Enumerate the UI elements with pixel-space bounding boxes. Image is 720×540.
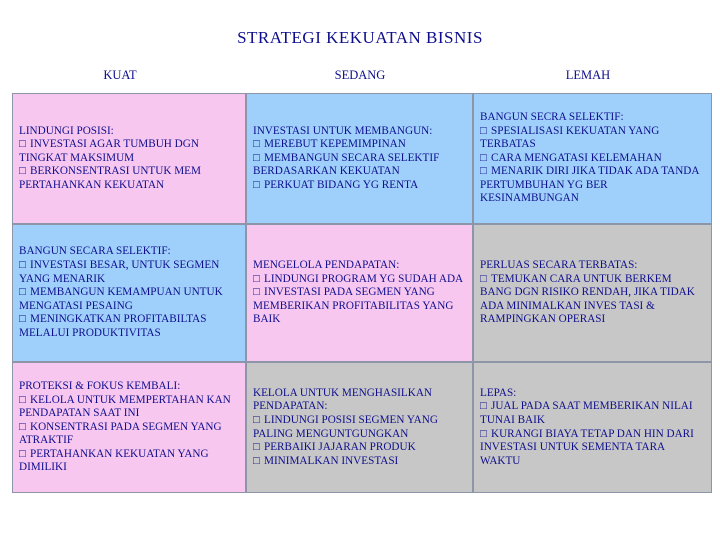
bullet-item: [19, 165, 239, 192]
cell-strong-weak: [473, 93, 712, 224]
bullet-item: [19, 138, 239, 165]
square-bullet-icon: □: [253, 138, 260, 151]
bullet-text: MEMBANGUN KEMAMPUAN UNTUK MENGATASI PESAING: [19, 286, 223, 312]
cell-heading: LEPAS:: [480, 386, 517, 399]
cell-weak-weak: [473, 362, 712, 493]
cell-items: [19, 138, 239, 192]
square-bullet-icon: □: [19, 447, 26, 460]
square-bullet-icon: □: [253, 151, 260, 164]
bullet-item: [253, 455, 466, 469]
cell-items: [19, 259, 239, 341]
cell-medium-weak: [473, 224, 712, 362]
column-header-kuat: KUAT: [103, 68, 137, 82]
strategy-matrix: [12, 93, 712, 493]
bullet-text: INVESTASI AGAR TUMBUH DGN TINGKAT MAKSIMUM: [19, 138, 199, 164]
bullet-text: PERKUAT BIDANG YG RENTA: [264, 178, 419, 191]
cell-heading: BANGUN SECRA SELEKTIF:: [480, 110, 624, 123]
square-bullet-icon: □: [480, 165, 487, 178]
bullet-text: BERKONSENTRASI UNTUK MEM PERTAHANKAN KEKUATAN: [19, 165, 201, 191]
bullet-text: INVESTASI PADA SEGMEN YANG MEMBERIKAN PROFITABILITAS YANG BAIK: [253, 286, 454, 326]
cell-items: [480, 125, 705, 207]
square-bullet-icon: □: [480, 427, 487, 440]
square-bullet-icon: □: [19, 259, 26, 272]
cell-heading: LINDUNGI POSISI:: [19, 124, 114, 137]
bullet-text: KURANGI BIAYA TETAP DAN HIN DARI INVESTASI UNTUK SEMENTA TARA WAKTU: [480, 427, 694, 467]
square-bullet-icon: □: [19, 286, 26, 299]
bullet-item: [480, 400, 705, 427]
cell-items: [253, 414, 466, 468]
page-title: STRATEGI KEKUATAN BISNIS: [237, 28, 483, 47]
bullet-text: LINDUNGI PROGRAM YG SUDAH ADA: [264, 272, 464, 285]
cell-heading: KELOLA UNTUK MENGHASILKAN PENDAPATAN:: [253, 386, 432, 413]
bullet-item: [253, 138, 466, 152]
square-bullet-icon: □: [19, 313, 26, 326]
cell-items: [480, 273, 705, 327]
bullet-item: [19, 286, 239, 313]
bullet-item: [253, 414, 466, 441]
square-bullet-icon: □: [253, 413, 260, 426]
bullet-text: INVESTASI BESAR, UNTUK SEGMEN YANG MENARIK: [19, 259, 220, 285]
bullet-text: KONSENTRASI PADA SEGMEN YANG ATRAKTIF: [19, 420, 222, 447]
cell-heading: PERLUAS SECARA TERBATAS:: [480, 259, 638, 272]
cell-heading: BANGUN SECARA SELEKTIF:: [19, 245, 171, 258]
bullet-item: [253, 179, 466, 193]
bullet-item: [253, 441, 466, 455]
bullet-item: [19, 394, 239, 421]
cell-medium-strong: [12, 224, 246, 362]
bullet-text: KELOLA UNTUK MEMPERTAHAN KAN PENDAPATAN SAAT INI: [19, 393, 231, 420]
bullet-item: [19, 313, 239, 340]
bullet-item: [480, 125, 705, 152]
square-bullet-icon: □: [480, 124, 487, 137]
bullet-item: [19, 259, 239, 286]
square-bullet-icon: □: [253, 454, 260, 467]
bullet-item: [19, 448, 239, 475]
square-bullet-icon: □: [480, 400, 487, 413]
bullet-text: TEMUKAN CARA UNTUK BERKEM BANG DGN RISIKO RENDAH, JIKA TIDAK ADA MINIMALKAN INVES TASI & RAMPINGKAN OPERASI: [480, 272, 695, 326]
bullet-text: MEREBUT KEPEMIMPINAN: [264, 138, 406, 151]
square-bullet-icon: □: [480, 272, 487, 285]
cell-heading: MENGELOLA PENDAPATAN:: [253, 259, 400, 272]
bullet-item: [480, 152, 705, 166]
square-bullet-icon: □: [253, 272, 260, 285]
bullet-text: LINDUNGI POSISI SEGMEN YANG PALING MENGUNTGUNGKAN: [253, 413, 438, 440]
cell-weak-strong: [12, 362, 246, 493]
bullet-text: PERTAHANKAN KEKUATAN YANG DIMILIKI: [19, 447, 209, 474]
cell-items: [253, 273, 466, 327]
square-bullet-icon: □: [19, 165, 26, 178]
bullet-item: [480, 165, 705, 206]
square-bullet-icon: □: [253, 286, 260, 299]
cell-items: [253, 138, 466, 192]
cell-heading: INVESTASI UNTUK MEMBANGUN:: [253, 124, 433, 137]
bullet-text: MENINGKATKAN PROFITABILTAS MELALUI PRODUKTIVITAS: [19, 313, 207, 339]
square-bullet-icon: □: [19, 420, 26, 433]
bullet-text: MENARIK DIRI JIKA TIDAK ADA TANDA PERTUMBUHAN YG BER KESINAMBUNGAN: [480, 165, 699, 205]
cell-weak-medium: [246, 362, 473, 493]
bullet-item: [253, 152, 466, 179]
column-header-sedang: SEDANG: [334, 68, 386, 82]
column-header-lemah: LEMAH: [565, 68, 611, 82]
bullet-item: [480, 273, 705, 327]
square-bullet-icon: □: [253, 441, 260, 454]
cell-items: [19, 394, 239, 476]
cell-strong-strong: [12, 93, 246, 224]
square-bullet-icon: □: [19, 138, 26, 151]
bullet-text: JUAL PADA SAAT MEMBERIKAN NILAI TUNAI BAIK: [480, 400, 693, 426]
bullet-text: MINIMALKAN INVESTASI: [264, 454, 399, 467]
bullet-text: MEMBANGUN SECARA SELEKTIF BERDASARKAN KEKUATAN: [253, 151, 440, 178]
bullet-text: CARA MENGATASI KELEMAHAN: [491, 151, 662, 164]
cell-heading: PROTEKSI & FOKUS KEMBALI:: [19, 379, 181, 392]
bullet-item: [253, 286, 466, 327]
cell-strong-medium: [246, 93, 473, 224]
square-bullet-icon: □: [480, 151, 487, 164]
cell-items: [480, 400, 705, 468]
bullet-item: [253, 273, 466, 287]
square-bullet-icon: □: [19, 393, 26, 406]
square-bullet-icon: □: [253, 178, 260, 191]
bullet-item: [19, 421, 239, 448]
bullet-item: [480, 428, 705, 469]
bullet-text: SPESIALISASI KEKUATAN YANG TERBATAS: [480, 124, 660, 151]
cell-medium-medium: [246, 224, 473, 362]
bullet-text: PERBAIKI JAJARAN PRODUK: [264, 441, 416, 454]
